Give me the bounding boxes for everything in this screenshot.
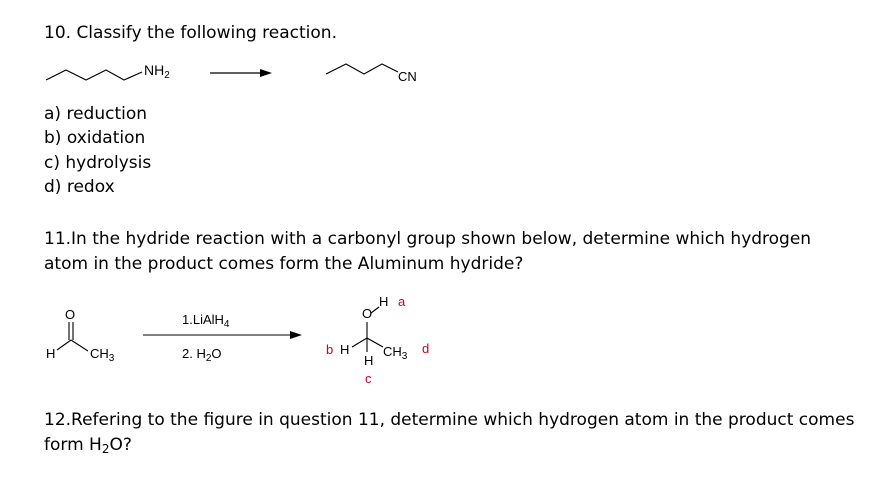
reagent-water-subscript: 2: [205, 353, 212, 364]
q10-option-c: c) hydrolysis: [44, 153, 152, 173]
product-methyl-subscript: 3: [401, 351, 408, 362]
q10-option-d: d) redox: [44, 177, 115, 197]
product-h-bottom-label: H: [364, 353, 374, 368]
q11-reaction-arrow: [143, 331, 302, 339]
q12-line-2-subscript: 2: [101, 442, 110, 456]
reagent-lialh4-text: 1.LiAlH: [182, 312, 224, 327]
product-label-d: d: [422, 341, 430, 356]
reagent-lialh4-subscript: 4: [223, 319, 230, 330]
product-label-c: c: [365, 371, 372, 386]
reactant-oxygen-label: O: [65, 307, 76, 322]
q10-option-b: b) oxidation: [44, 128, 146, 148]
reactant-methyl-text: CH: [90, 346, 109, 361]
reactant-hydrogen-label: H: [46, 346, 56, 361]
product-label-a: a: [398, 294, 406, 309]
product-bonds: [352, 307, 383, 352]
amine-carbon-chain: [46, 70, 142, 80]
nitrile-group-label: CN: [398, 69, 417, 84]
carbonyl-bonds: [57, 322, 88, 351]
product-h-left-label: H: [340, 342, 350, 357]
amine-group-text: NH: [144, 62, 165, 78]
q11-line-1: 11.In the hydride reaction with a carbonyl group shown below, determine which hydrogen: [44, 229, 812, 249]
reagent-water-tail: O: [211, 346, 222, 361]
product-label-b: b: [326, 342, 334, 357]
amine-group-subscript: 2: [164, 70, 170, 81]
q10-reaction-arrow: [210, 69, 272, 77]
q12-line-1: 12.Refering to the figure in question 11, determine which hydrogen atom in the product comes: [44, 410, 855, 430]
product-methyl-text: CH: [383, 344, 402, 359]
product-oxygen-label: O: [362, 306, 373, 321]
product-h-top-label: H: [379, 294, 389, 309]
q11-line-2: atom in the product comes form the Aluminum hydride?: [44, 254, 524, 274]
nitrile-carbon-chain: [326, 64, 398, 74]
q12-line-2-tail: O?: [109, 435, 132, 455]
reagent-water-text: 2. H: [182, 346, 206, 361]
q12-line-2-text: form H: [44, 435, 102, 455]
reactant-methyl-subscript: 3: [108, 353, 115, 364]
q10-option-a: a) reduction: [44, 104, 148, 124]
q10-title: 10. Classify the following reaction.: [44, 23, 337, 43]
